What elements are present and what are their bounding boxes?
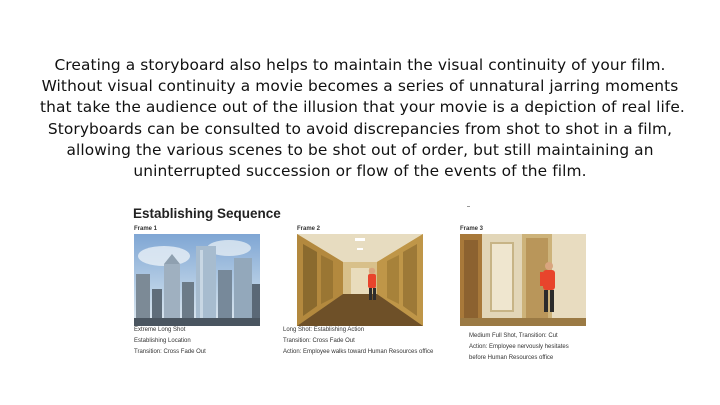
paragraph-line: Storyboards can be consulted to avoid discrepancies from shot to shot in a film, <box>47 119 673 138</box>
paragraph-line: that take the audience out of the illusion that your movie is a depiction of real life. <box>40 98 685 117</box>
paragraph-line: Without visual continuity a movie becomes a series of unnatural jarring moments <box>41 77 679 96</box>
frame-3-image <box>460 234 586 326</box>
caption: Establishing Location <box>134 338 191 344</box>
frame-1-label: Frame 1 <box>134 226 158 232</box>
paragraph-line: Creating a storyboard also helps to maintain the visual continuity of your film. <box>54 56 666 74</box>
paragraph-line: allowing the various scenes to be shot out of order, but still maintaining an <box>66 140 654 159</box>
divider <box>467 206 470 207</box>
caption: Extreme Long Shot <box>134 327 186 333</box>
caption: Transition: Cross Fade Out <box>134 349 206 355</box>
paragraph-line: uninterrupted succession or flow of the events of the film. <box>133 162 587 181</box>
caption: before Human Resources office <box>469 355 554 361</box>
frame-3-label: Frame 3 <box>460 226 484 232</box>
frame-2-image <box>297 234 423 326</box>
body-paragraph <box>40 55 685 182</box>
frame-3-captions <box>469 331 569 364</box>
caption: Action: Employee nervously hesitates <box>469 344 569 350</box>
caption: Medium Full Shot, Transition: Cut <box>469 333 558 339</box>
frame-2-label: Frame 2 <box>297 226 321 232</box>
storyboard-title: Establishing Sequence <box>133 206 281 221</box>
caption: Long Shot: Establishing Action <box>283 327 365 333</box>
caption: Transition: Cross Fade Out <box>283 338 355 344</box>
frame-1-image <box>134 234 260 326</box>
caption: Action: Employee walks toward Human Resources office <box>283 349 434 355</box>
frame-1-captions <box>134 325 206 358</box>
frame-2-captions <box>283 325 433 358</box>
